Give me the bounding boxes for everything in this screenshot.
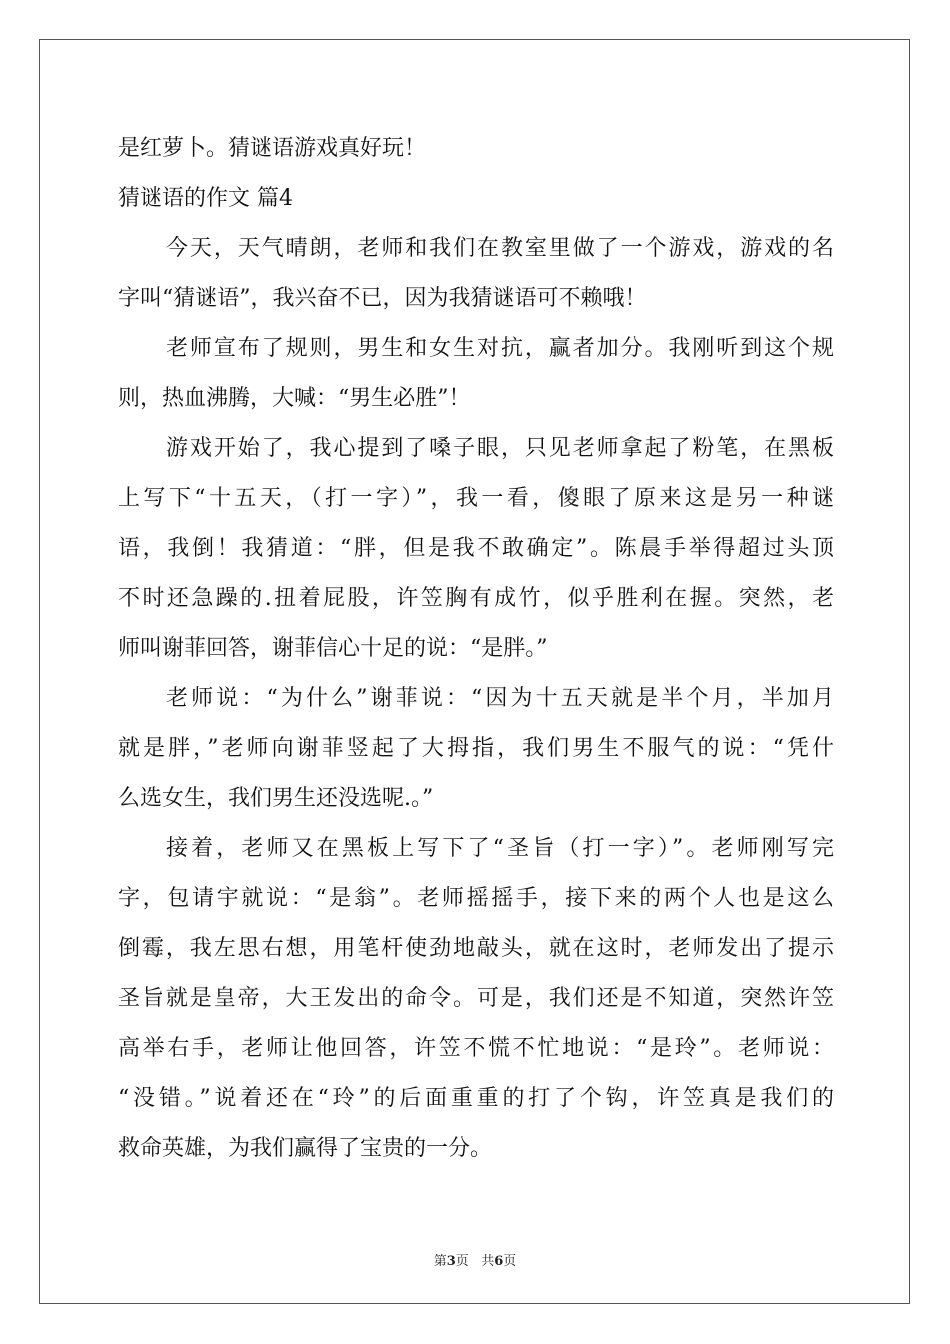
text-line-16: 字，包请宇就说：“是翁”。老师摇摇手，接下来的两个人也是这么 bbox=[118, 886, 834, 911]
page-number: 3 bbox=[446, 1254, 456, 1269]
text-line-10: 不时还急躁的.扭着屁股，许笠胸有成竹，似乎胜利在握。突然，老 bbox=[118, 586, 834, 611]
text-line-21: 救命英雄，为我们赢得了宝贵的一分。 bbox=[118, 1136, 493, 1161]
text-line-19: 高举右手，老师让他回答，许笠不慌不忙地说：“是玲”。老师说： bbox=[118, 1036, 834, 1061]
text-line-3: 今天，天气晴朗，老师和我们在教室里做了一个游戏，游戏的名 bbox=[166, 236, 834, 261]
text-line-14: 么选女生，我们男生还没选呢.。” bbox=[118, 786, 434, 811]
text-line-11: 师叫谢菲回答，谢菲信心十足的说：“是胖。” bbox=[118, 636, 548, 661]
text-line-12: 老师说：“为什么”谢菲说：“因为十五天就是半个月，半加月 bbox=[166, 686, 834, 711]
text-line-8: 上写下“十五天，（打一字）”，我一看，傻眼了原来这是另一种谜 bbox=[118, 486, 834, 511]
text-line-15: 接着，老师又在黑板上写下了“圣旨（打一字）”。老师刚写完 bbox=[166, 836, 834, 861]
total-pages: 6 bbox=[494, 1254, 504, 1269]
document-body bbox=[118, 124, 834, 1174]
page-suffix: 页 bbox=[455, 1254, 469, 1269]
text-line-9: 语，我倒！我猜道：“胖，但是我不敢确定”。陈晨手举得超过头顶 bbox=[118, 536, 834, 561]
text-line-18: 圣旨就是皇帝，大王发出的命令。可是，我们还是不知道，突然许笠 bbox=[118, 986, 834, 1011]
text-line-6: 则，热血沸腾，大喊：“男生必胜”！ bbox=[118, 386, 471, 411]
total-suffix: 页 bbox=[503, 1254, 517, 1269]
text-line-7: 游戏开始了，我心提到了嗓子眼，只见老师拿起了粉笔，在黑板 bbox=[166, 436, 834, 461]
total-prefix: 共 bbox=[481, 1254, 495, 1269]
page-prefix: 第 bbox=[433, 1254, 447, 1269]
page-footer bbox=[0, 1250, 950, 1269]
text-line-1: 是红萝卜。猜谜语游戏真好玩！ bbox=[118, 136, 427, 161]
text-line-17: 倒霉，我左思右想，用笔杆使劲地敲头，就在这时，老师发出了提示 bbox=[118, 936, 834, 961]
section-heading: 猜谜语的作文 篇4 bbox=[118, 186, 293, 211]
text-line-13: 就是胖，”老师向谢菲竖起了大拇指，我们男生不服气的说：“凭什 bbox=[118, 736, 834, 761]
text-line-4: 字叫“猜谜语”，我兴奋不已，因为我猜谜语可不赖哦！ bbox=[118, 286, 647, 311]
text-line-5: 老师宣布了规则，男生和女生对抗，赢者加分。我刚听到这个规 bbox=[166, 336, 834, 361]
text-line-20: “没错。”说着还在“玲”的后面重重的打了个钩，许笠真是我们的 bbox=[118, 1086, 834, 1111]
